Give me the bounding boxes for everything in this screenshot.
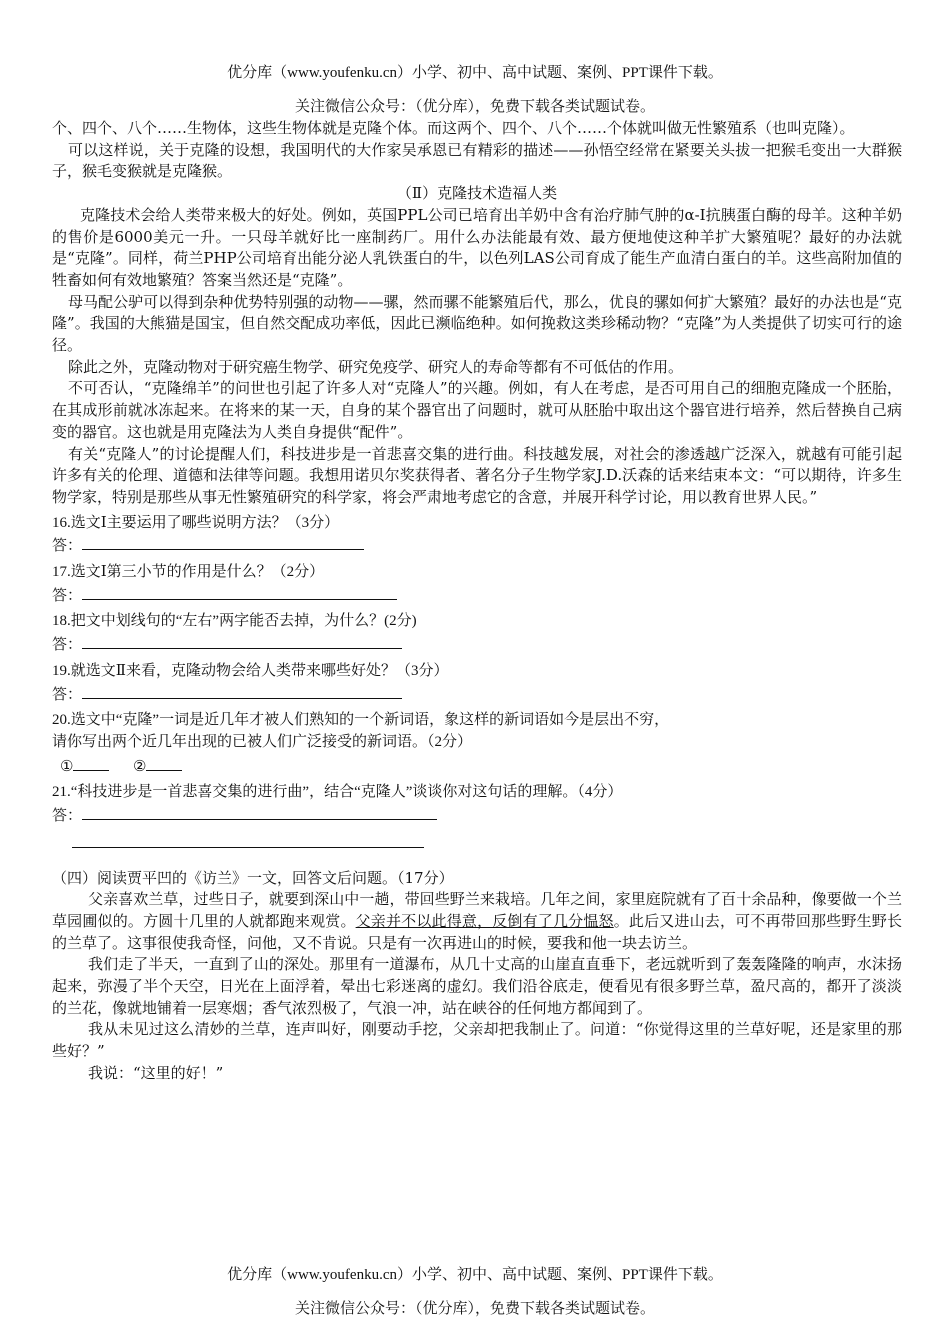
passage2-paragraph-1	[52, 889, 902, 954]
passage1-paragraph-5: 除此之外，克隆动物对于研究癌生物学、研究免疫学、研究人的寿命等都有不可低估的作用。	[68, 357, 684, 376]
blank-label-2: ②	[132, 758, 147, 775]
passage2-title: （四）阅读贾平凹的《访兰》一文，回答文后问题。（17分）	[52, 868, 454, 887]
page-content	[52, 118, 902, 1085]
passage2-paragraph-4: 我说：“这里的好！”	[88, 1063, 224, 1082]
passage2-p1-text-a: 父亲喜欢兰草，过些日子，就要到深山中一趟，带回些野兰来栽培。几年之间，家里庭院就有了百十余品种，像要做一个兰草园圃似的。方圆十几里的人就都跑来观赏。	[52, 890, 902, 930]
answer-line-18[interactable]	[82, 633, 402, 649]
underlined-sentence: 父亲并不以此得意，反倒有了几分愠怒	[355, 911, 614, 930]
answer-label: 答：	[52, 637, 83, 654]
passage2-paragraph-3: 我从未见过这么清妙的兰草，连声叫好，刚要动手挖，父亲却把我制止了。问道：“你觉得这里的兰草好呢，还是家里的那些好？”	[52, 1020, 902, 1061]
answer-line-16[interactable]	[82, 534, 364, 550]
question-18: 18.把文中划线句的“左右”两字能否去掉，为什么？(2分)	[52, 613, 417, 630]
passage1-paragraph-1: 个、四个、八个……生物体，这些生物体就是克隆个体。而这两个、四个、八个……个体就叫做无性繁殖系（也叫克隆）。	[52, 119, 855, 137]
question-20-line2: 请你写出两个近几年出现的已被人们广泛接受的新词语。（2分）	[52, 733, 473, 750]
answer-line-21a[interactable]	[82, 804, 437, 820]
question-16: 16.选文Ⅰ主要运用了哪些说明方法？（3分）	[52, 514, 340, 531]
answer-label: 答：	[52, 808, 83, 825]
question-20-line1: 20.选文中“克隆”一词是近几年才被人们熟知的一个新词语，象这样的新词语如今是层出不穷，	[52, 712, 670, 729]
answer-line-19[interactable]	[82, 683, 402, 699]
answer-row-21	[52, 804, 902, 828]
section-title: （Ⅱ）克隆技术造福人类	[396, 184, 558, 203]
question-21: 21.“科技进步是一首悲喜交集的进行曲”，结合“克隆人”谈谈你对这句话的理解。（4分）	[52, 784, 623, 801]
answer-line-17[interactable]	[82, 584, 397, 600]
passage1-paragraph-4: 母马配公驴可以得到杂种优势特别强的动物——骡，然而骡不能繁殖后代，那么，优良的骡如何扩大繁殖？最好的办法也是“克隆”。我国的大熊猫是国宝，但自然交配成功率低，因此已濒临绝种。如何挽救这类珍稀动物？“克隆”为人类提供了切实可行的途径。	[52, 292, 902, 355]
blank-2[interactable]	[146, 756, 182, 771]
answer-row-18	[52, 633, 902, 657]
blank-1[interactable]	[73, 756, 109, 771]
question-17: 17.选文Ⅰ第三小节的作用是什么？（2分）	[52, 564, 325, 581]
page-header-line2: 关注微信公众号：（优分库），免费下载各类试题试卷。	[294, 99, 655, 115]
answer-row-20	[52, 756, 902, 779]
passage1-paragraph-3: 克隆技术会给人类带来极大的好处。例如，英国PPL公司已培育出羊奶中含有治疗肺气肿的α-I抗胰蛋白酶的母羊。这种羊奶的售价是6000美元一升。一只母羊就好比一座制药厂。用什么办法能最有效、最方便地使这种羊扩大繁殖呢？最好的办法就是“克隆”。同样，荷兰PHP公司培育出能分泌人乳铁蛋白的牛，以色列LAS公司育成了能生产血清白蛋白的羊。这些高附加值的牲畜如何有效地繁殖？答案当然还是“克隆”。	[52, 205, 902, 289]
answer-label: 答：	[52, 587, 83, 604]
answer-label: 答：	[52, 686, 83, 703]
answer-row-16	[52, 534, 902, 558]
page-footer-line2: 关注微信公众号：（优分库），免费下载各类试题试卷。	[294, 1301, 655, 1317]
passage2-paragraph-2: 我们走了半天，一直到了山的深处。那里有一道瀑布，从几十丈高的山崖直直垂下，老远就听到了轰轰隆隆的响声，水沫扬起来，弥漫了半个天空，日光在上面浮着，晕出七彩迷离的虚幻。我们沿谷底走，便看见有很多野兰草，盈尺高的，都开了淡淡的兰花，像就地铺着一层寒烟；香气浓烈极了，气浪一冲，站在峡谷的任何地方都闻到了。	[52, 955, 902, 1017]
question-19: 19.就选文Ⅱ来看，克隆动物会给人类带来哪些好处？（3分）	[52, 662, 449, 679]
passage2-p1-text-b: 。此后又进山去，可不再带回那些野生野长的兰草了。这事很使我奇怪，问他，又不肯说。只是有一次再进山的时候，要我和他一块去访兰。	[52, 911, 902, 952]
answer-line-21b[interactable]	[72, 832, 424, 848]
page-footer-line1: 优分库（www.youfenku.cn）小学、初中、高中试题、案例、PPT课件下载。	[227, 1267, 723, 1283]
answer-row-21b	[52, 832, 902, 856]
passage1-paragraph-2: 可以这样说，关于克隆的设想，我国明代的大作家吴承恩已有精彩的描述——孙悟空经常在紧要关头拔一把猴毛变出一大群猴子，猴毛变猴就是克隆猴。	[52, 140, 902, 181]
blank-label-1: ①	[60, 758, 74, 775]
answer-label: 答：	[52, 538, 83, 555]
passage1-paragraph-6: 不可否认，“克隆绵羊”的问世也引起了许多人对“克隆人”的兴趣。例如，有人在考虑，是否可用自己的细胞克隆成一个胚胎，在其成形前就冰冻起来。在将来的某一天，自身的某个器官出了问题时，就可从胚胎中取出这个器官进行培养，然后替换自己病变的器官。这也就是用克隆法为人类自身提供“配件”。	[52, 379, 902, 441]
answer-row-17	[52, 584, 902, 608]
answer-row-19	[52, 683, 902, 707]
passage1-paragraph-7: 有关“克隆人”的讨论提醒人们，科技进步是一首悲喜交集的进行曲。科技越发展，对社会的渗透越广泛深入，就越有可能引起许多有关的伦理、道德和法律等问题。我想用诺贝尔奖获得者、著名分子生物学家J.D.沃森的话来结束本文：“可以期待，许多生物学家，特别是那些从事无性繁殖研究的科学家，将会严肃地考虑它的含意，并展开科学讨论，用以教育世界人民。”	[52, 444, 902, 506]
page-header-line1: 优分库（www.youfenku.cn）小学、初中、高中试题、案例、PPT课件下载。	[227, 65, 723, 81]
